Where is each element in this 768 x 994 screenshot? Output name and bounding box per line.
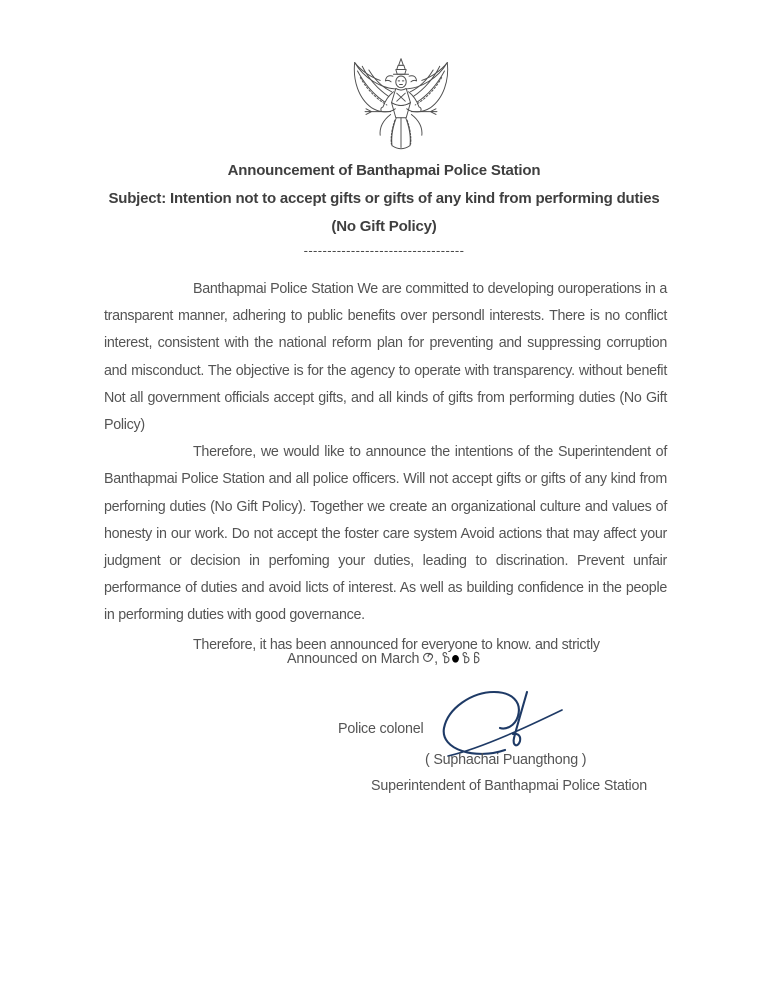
paragraph-closing: Therefore, it has been announced for everyone to know. and strictly [193,636,600,653]
announcement-date [287,651,482,667]
thai-numeral-one-icon [423,651,434,665]
paragraph-1: Banthapmai Police Station We are committed to developing ouroperations in a transparent manner, adhering to public benefits over persondl interests. There is no conflict interest, consistent with the national reform plan for preventing and suppressing corruption and misconduct. The objective is for the agency to operate with transparency. without benefit Not all government officials accept gifts, and all kinds of gifts from performing duties (No Gift Policy) [104,281,667,434]
signer-rank: Police colonel [338,721,424,737]
date-prefix: Announced on March [287,651,424,667]
dashed-divider: ---------------------------------- [303,243,465,258]
handwritten-signature [438,686,568,762]
paragraph-2: Therefore, we would like to announce the intentions of the Superintendent of Banthapmai Police Station and all police officers. Will not accept gifts or gifts of any kind from perforning duties (No Gift Policy). Together we create an organizational culture and values of honesty in our work. Do not accept the foster care system Avoid actions that may affect your judgment or decision in perfoming your duties, leading to discrination. Prevent unfair performance of duties and avoid licts of interest. As well as building confidence in the people in performing duties with good governance. [104,444,667,624]
date-separator: , [434,651,442,667]
document-body [104,276,667,659]
document-subject: Subject: Intention not to accept gifts or gifts of any kind from performing duties [108,190,660,207]
garuda-emblem [349,56,453,154]
thai-numeral-year-icon [442,651,482,665]
document-subtitle: (No Gift Policy) [331,218,437,235]
signer-name: ( Suphachai Puangthong ) [425,752,587,768]
signer-title: Superintendent of Banthapmai Police Station [371,778,647,794]
document-title: Announcement of Banthapmai Police Station [227,162,541,179]
